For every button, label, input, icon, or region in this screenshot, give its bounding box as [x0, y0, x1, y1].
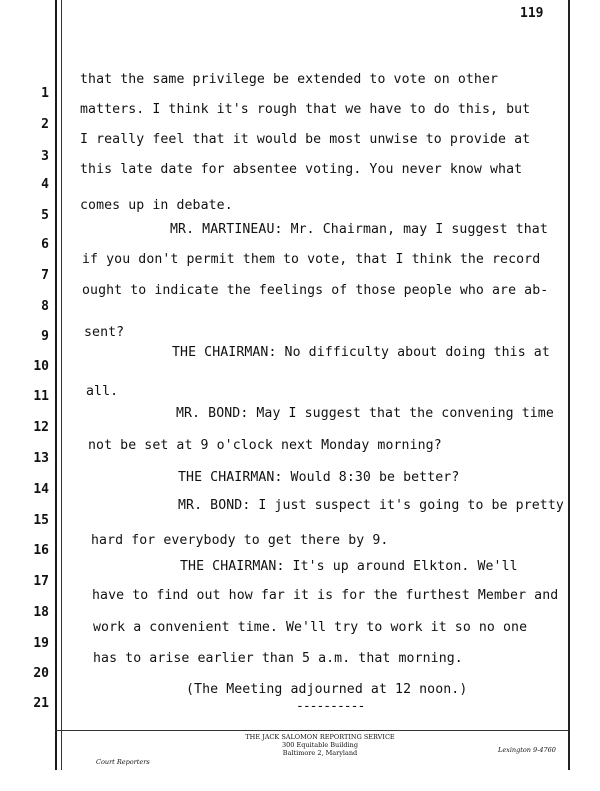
line-number: 13	[33, 451, 49, 466]
transcript-line: sent?	[84, 325, 125, 340]
line-number: 10	[33, 359, 49, 374]
transcript-line: MR. BOND: I just suspect it's going to be pretty	[178, 498, 564, 513]
line-number: 18	[33, 605, 49, 620]
line-number: 4	[41, 177, 49, 192]
transcript-line: MR. BOND: May I suggest that the convening time	[176, 406, 554, 421]
transcript-line: work a convenient time. We'll try to work it so no one	[93, 620, 528, 635]
line-number: 2	[41, 117, 49, 132]
footer-service-name: THE JACK SALOMON REPORTING SERVICE	[245, 733, 395, 741]
transcript-line: comes up in debate.	[80, 198, 233, 213]
transcript-line: this late date for absentee voting. You never know what	[80, 162, 523, 177]
transcript-line: THE CHAIRMAN: No difficulty about doing this at	[172, 345, 550, 360]
page-number: 119	[520, 6, 544, 21]
line-number: 7	[41, 268, 49, 283]
transcript-line: MR. MARTINEAU: Mr. Chairman, may I suggest that	[170, 222, 548, 237]
transcript-line: if you don't permit them to vote, that I think the record	[82, 252, 541, 267]
footer-rule	[55, 730, 569, 731]
line-number: 3	[41, 149, 49, 164]
right-margin-rule	[568, 0, 570, 770]
footer-address-2: Baltimore 2, Maryland	[282, 749, 358, 757]
line-number: 5	[41, 208, 49, 223]
line-number: 14	[33, 482, 49, 497]
transcript-line: has to arise earlier than 5 a.m. that morning.	[93, 651, 463, 666]
line-number: 20	[33, 666, 49, 681]
footer-left-label: Court Reporters	[96, 758, 150, 766]
transcript-line: all.	[86, 384, 119, 399]
transcript-line: have to find out how far it is for the furthest Member and	[92, 588, 559, 603]
line-number: 16	[33, 543, 49, 558]
transcript-line: I really feel that it would be most unwise to provide at	[80, 132, 531, 147]
line-number: 17	[33, 574, 49, 589]
line-number: 12	[33, 420, 49, 435]
transcript-line: THE CHAIRMAN: Would 8:30 be better?	[178, 470, 460, 485]
separator: ----------	[296, 699, 365, 714]
transcript-line: not be set at 9 o'clock next Monday morning?	[88, 438, 442, 453]
footer-address-1: 300 Equitable Building	[282, 741, 358, 749]
line-number: 15	[33, 513, 49, 528]
line-number: 1	[41, 86, 49, 101]
line-number: 21	[33, 696, 49, 711]
line-number: 11	[33, 389, 49, 404]
transcript-line: (The Meeting adjourned at 12 noon.)	[186, 682, 468, 697]
footer-phone: Lexington 9-4760	[498, 746, 556, 754]
transcript-line: THE CHAIRMAN: It's up around Elkton. We'll	[180, 559, 518, 574]
line-number: 19	[33, 636, 49, 651]
line-number: 8	[41, 299, 49, 314]
transcript-line: that the same privilege be extended to vote on other	[80, 72, 499, 87]
line-number: 9	[41, 329, 49, 344]
line-number: 6	[41, 237, 49, 252]
left-margin-rule	[55, 0, 57, 770]
transcript-line: hard for everybody to get there by 9.	[91, 533, 389, 548]
transcript-line: ought to indicate the feelings of those people who are ab-	[82, 283, 549, 298]
left-margin-rule-inner	[61, 0, 62, 770]
transcript-line: matters. I think it's rough that we have to do this, but	[80, 102, 531, 117]
footer-reporting-service	[200, 733, 440, 757]
